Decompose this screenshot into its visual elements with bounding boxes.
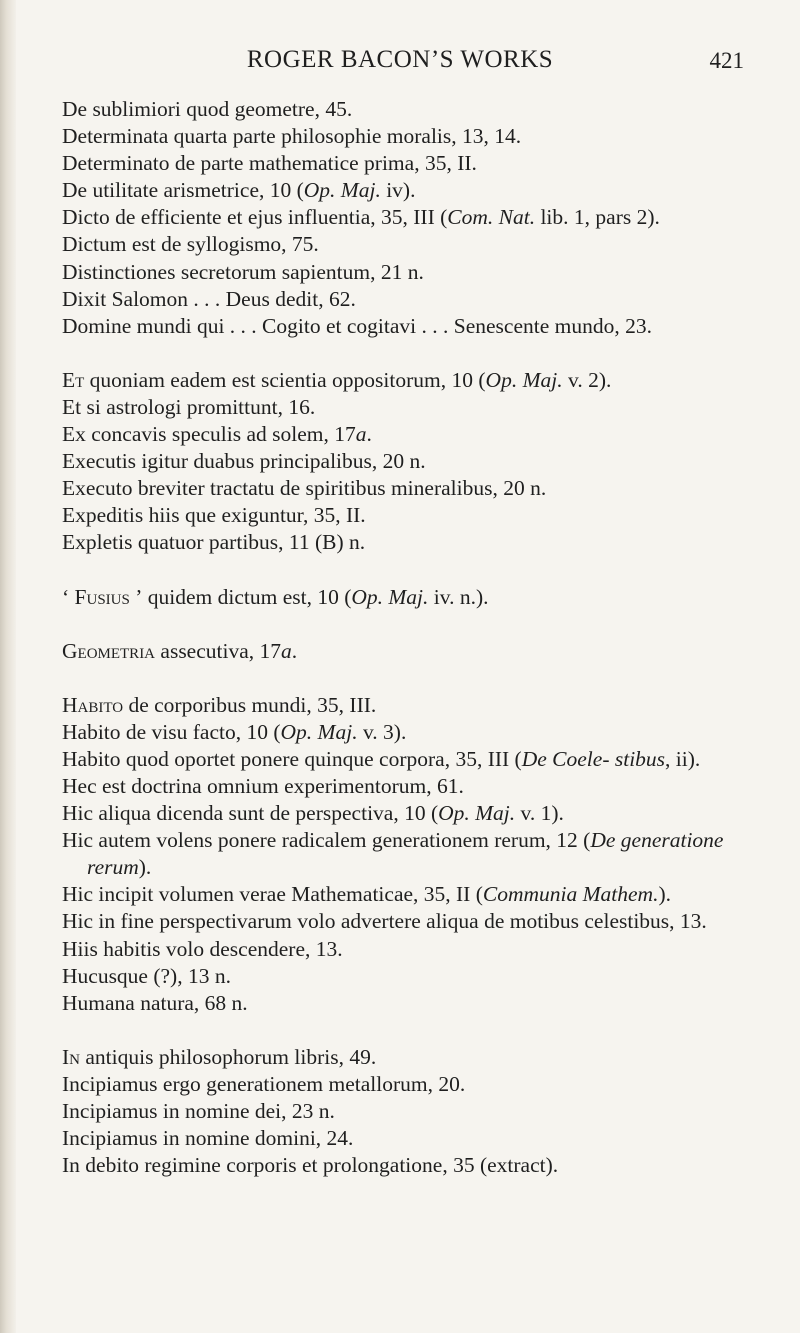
entry-text: Expletis quatuor partibus, 11 (B) n. — [62, 530, 366, 555]
index-entry — [62, 204, 762, 231]
index-entry — [62, 638, 762, 665]
entry-text: Ex concavis speculis ad solem, 17a. — [62, 422, 372, 447]
index-entry — [62, 936, 762, 963]
entry-text: de corporibus mundi, 35, III. — [123, 692, 377, 717]
entry-lead-word: Habito — [62, 692, 124, 717]
entry-text: antiquis philosophorum libris, 49. — [80, 1044, 377, 1069]
entry-text: Distinctiones secretorum sapientum, 21 n. — [62, 259, 424, 284]
index-entry — [62, 529, 762, 556]
index-entry — [62, 421, 762, 448]
entry-text: Executis igitur duabus principalibus, 20 n. — [62, 449, 426, 474]
index-entry — [62, 231, 762, 258]
entry-text: De utilitate arismetrice, 10 (Op. Maj. iv). — [62, 178, 416, 203]
index-group — [62, 692, 762, 1017]
index-group — [62, 96, 762, 340]
entry-text: Hec est doctrina omnium experimentorum, 61. — [62, 773, 464, 798]
index-entry — [62, 908, 762, 935]
index-entry — [62, 367, 762, 394]
entry-text: Domine mundi qui . . . Cogito et cogitavi . . . Senescente mundo, 23. — [62, 313, 652, 338]
entry-text: Hic incipit volumen verae Mathematicae, 35, II (Communia Mathem.). — [62, 882, 672, 907]
entry-text: Habito de visu facto, 10 (Op. Maj. v. 3). — [62, 719, 407, 744]
index-entry — [62, 1125, 762, 1152]
index-entry — [62, 394, 762, 421]
entry-lead-word: Geometria — [62, 638, 156, 663]
entry-text: Incipiamus in nomine dei, 23 n. — [62, 1099, 335, 1123]
entry-text: Determinato de parte mathematice prima, 35, II. — [62, 151, 477, 176]
page-gutter-shadow — [0, 0, 16, 1333]
entry-text: Hic aliqua dicenda sunt de perspectiva, 10 (Op. Maj. v. 1). — [62, 801, 564, 826]
index-group — [62, 367, 762, 557]
index-entry — [62, 773, 762, 800]
index-entry — [62, 881, 762, 908]
entry-text: quoniam eadem est scientia oppositorum, 10 (Op. Maj. v. 2). — [84, 367, 612, 392]
index-entry — [62, 800, 762, 827]
index-entry — [62, 990, 762, 1017]
entry-lead-word: ‘ Fusius ’ — [62, 584, 143, 609]
index-entry — [62, 448, 762, 475]
page-number: 421 — [709, 48, 744, 73]
index-content — [62, 96, 762, 1206]
entry-text: Et si astrologi promittunt, 16. — [62, 394, 316, 419]
index-entry — [62, 313, 762, 340]
index-entry — [62, 963, 762, 990]
entry-text: Incipiamus ergo generationem metallorum, 20. — [62, 1071, 466, 1096]
entry-text: quidem dictum est, 10 (Op. Maj. iv. n.). — [142, 584, 489, 609]
entry-text: Dictum est de syllogismo, 75. — [62, 232, 319, 257]
entry-text: Hic in fine perspectivarum volo advertere aliqua de motibus celestibus, 13. — [62, 909, 707, 934]
entry-text: Humana natura, 68 n. — [62, 990, 248, 1015]
index-entry — [62, 96, 762, 123]
index-entry — [62, 123, 762, 150]
index-entry — [62, 584, 762, 611]
entry-text: Executo breviter tractatu de spiritibus mineralibus, 20 n. — [62, 476, 547, 501]
entry-lead-word: In — [62, 1044, 80, 1069]
index-entry — [62, 259, 762, 286]
running-title: ROGER BACON’S WORKS — [246, 46, 554, 73]
index-entry — [62, 286, 762, 313]
entry-text: Hic autem volens ponere radicalem generationem rerum, 12 (De generatione rerum). — [62, 828, 724, 880]
index-entry — [62, 1044, 762, 1071]
entry-lead-word: Et — [62, 367, 85, 392]
index-group — [62, 584, 762, 611]
entry-text: Hucusque (?), 13 n. — [62, 963, 231, 988]
entry-text: De sublimiori quod geometre, 45. — [62, 97, 353, 121]
entry-text: Expeditis hiis que exiguntur, 35, II. — [62, 503, 366, 528]
entry-text: Dicto de efficiente et ejus influentia, 35, III (Com. Nat. lib. 1, pars 2). — [62, 205, 660, 230]
index-entry — [62, 827, 762, 881]
page-header — [0, 40, 800, 80]
entry-text: Incipiamus in nomine domini, 24. — [62, 1126, 354, 1151]
index-entry — [62, 502, 762, 529]
entry-text: Hiis habitis volo descendere, 13. — [62, 936, 343, 961]
index-entry — [62, 177, 762, 204]
index-entry — [62, 150, 762, 177]
entry-text: assecutiva, 17a. — [155, 638, 298, 663]
entry-text: Determinata quarta parte philosophie moralis, 13, 14. — [62, 124, 522, 149]
index-entry — [62, 692, 762, 719]
entry-text: Dixit Salomon . . . Deus dedit, 62. — [62, 286, 356, 311]
index-group — [62, 1044, 762, 1179]
index-entry — [62, 746, 762, 773]
entry-text: In debito regimine corporis et prolongatione, 35 (extract). — [62, 1153, 559, 1178]
index-group — [62, 638, 762, 665]
entry-text: Habito quod oportet ponere quinque corpora, 35, III (De Coele- stibus, ii). — [62, 746, 701, 771]
index-entry — [62, 1071, 762, 1098]
index-entry — [62, 719, 762, 746]
index-entry — [62, 1152, 762, 1179]
index-entry — [62, 1098, 762, 1125]
index-entry — [62, 475, 762, 502]
